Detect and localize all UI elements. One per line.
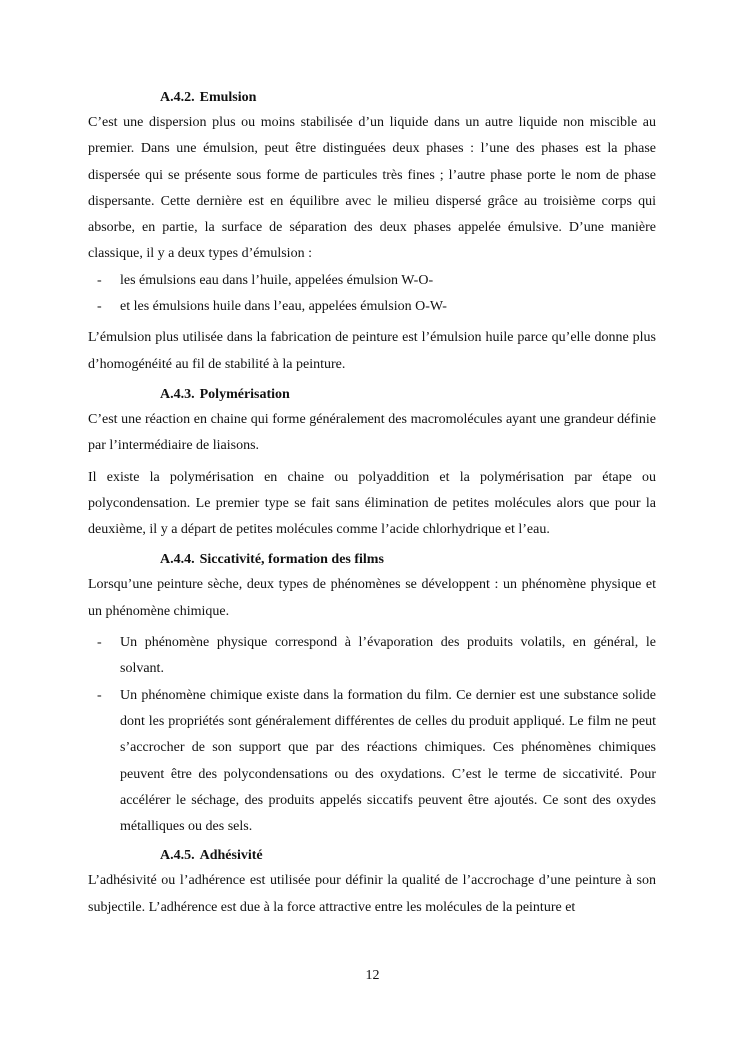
paragraph: C’est une dispersion plus ou moins stabilisée d’un liquide dans un autre liquide non miscible au premier. Dans une émulsion, peut être distinguées deux phases : l’une des phases est la phase dispersée qui se présente sous forme de particules très fines ; l’autre phase porte le nom de phase dispersante. Cette dernière est en équilibre avec le milieu dispersé grâce au troisième corps qui absorbe, en partie, la surface de séparation des deux phases appelée émulsive. D’une manière classique, il y a deux types d’émulsion :	[88, 115, 656, 262]
section-heading-adhesivite	[88, 844, 656, 868]
list-item: - et les émulsions huile dans l’eau, appelées émulsion O-W-	[88, 294, 656, 320]
section-number: A.4.3.	[160, 386, 195, 402]
section-title: Polymérisation	[199, 386, 290, 402]
bullet-list	[88, 268, 656, 321]
section-title: Emulsion	[199, 90, 257, 105]
dash-marker: -	[97, 272, 102, 288]
list-item: - les émulsions eau dans l’huile, appelées émulsion W-O-	[88, 268, 656, 294]
section-heading-polymerisation	[88, 383, 656, 407]
page-content	[88, 86, 656, 921]
dash-marker: -	[97, 687, 102, 703]
section-number: A.4.5.	[160, 848, 195, 864]
paragraph: Il existe la polymérisation en chaine ou polyaddition et la polymérisation par étape ou polycondensation. Le premier type se fait sans élimination de petites molécules alors que pour la deuxième, il y a départ de petites molécules comme l’acide chlorhydrique et l’eau.	[88, 469, 656, 538]
paragraph: C’est une réaction en chaine qui forme généralement des macromolécules ayant une grandeur définie par l’intermédiaire de liaisons.	[88, 411, 656, 454]
section-heading-siccativite	[88, 548, 656, 572]
bullet-list	[88, 630, 656, 840]
dash-marker: -	[97, 299, 102, 315]
list-item: - Un phénomène chimique existe dans la formation du film. Ce dernier est une substance solide dont les propriétés sont généralement différentes de celles du produit appliqué. Le film ne peut s’accrocher de son support que par des réactions chimiques. Ces phénomènes chimiques peuvent être des polycondensations ou des oxydations. C’est le terme de siccativité. Pour accélérer le séchage, des produits appelés siccatifs peuvent être ajoutés. Ce sont des oxydes métalliques ou des sels.	[88, 683, 656, 841]
section-heading-emulsion	[88, 86, 656, 110]
list-item: - Un phénomène physique correspond à l’évaporation des produits volatils, en général, le solvant.	[88, 630, 656, 683]
paragraph: L’adhésivité ou l’adhérence est utilisée pour définir la qualité de l’accrochage d’une peinture à son subjectile. L’adhérence est due à la force attractive entre les molécules de la peinture et	[88, 873, 656, 915]
section-number: A.4.2.	[160, 90, 195, 105]
page-number: 12	[365, 968, 380, 983]
section-title: Siccativité, formation des films	[199, 552, 384, 568]
section-title: Adhésivité	[199, 848, 263, 864]
paragraph: Lorsqu’une peinture sèche, deux types de phénomènes se développent : un phénomène physique et un phénomène chimique.	[88, 577, 656, 619]
paragraph: L’émulsion plus utilisée dans la fabrication de peinture est l’émulsion huile parce qu’elle donne plus d’homogénéité au fil de stabilité à la peinture.	[88, 330, 656, 372]
dash-marker: -	[97, 635, 102, 651]
section-number: A.4.4.	[160, 552, 195, 568]
